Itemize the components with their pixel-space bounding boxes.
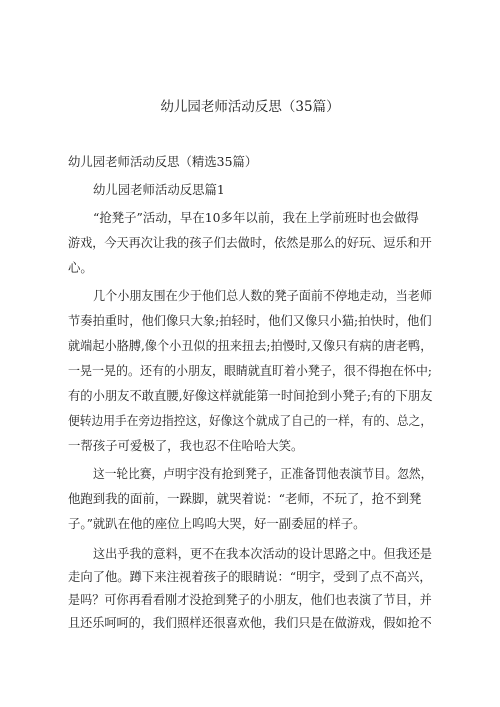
paragraph-line: 有的小朋友不敢直腰,好像这样就能第一时间抢到小凳子;有的下朋友 — [68, 388, 433, 403]
paragraph-line: 走向了他。蹲下来注视着孩子的眼睛说：“明宇，受到了点不高兴， — [68, 569, 432, 584]
paragraph-line: 他跑到我的面前，一跺脚，就哭着说：“老师，不玩了，抢不到凳 — [68, 491, 422, 506]
paragraph-line: 几个小朋友围在少于他们总人数的凳子面前不停地走动，当老师 — [93, 288, 432, 303]
paragraph-line: “抢凳子”活动，早在10多年以前，我在上学前班时也会做得 — [93, 210, 419, 225]
paragraph-line: 且还乐呵呵的，我们照样还很喜欢他，我们只是在做游戏，假如抢不 — [68, 615, 432, 630]
paragraph-line: 这一轮比赛，卢明宇没有抢到凳子，正准备罚他表演节目。忽然， — [93, 466, 433, 481]
paragraph-line: 就端起小胳膊,像个小丑似的扭来扭去;拍慢时,又像只有病的唐老鸭， — [68, 338, 433, 353]
section-heading: 幼儿园老师活动反思篇1 — [93, 182, 225, 197]
paragraph-line: 节奏拍重时，他们像只大象;拍轻时，他们又像只小猫;拍快时，他们 — [68, 313, 432, 328]
paragraph-line: 一帮孩子可爱极了，我也忍不住哈哈大笑。 — [68, 438, 304, 453]
paragraph-line: 这出乎我的意料，更不在我本次活动的设计思路之中。但我还是 — [93, 546, 432, 561]
paragraph-line: 子。”就趴在他的座位上呜呜大哭，好一副委屈的样子。 — [68, 516, 366, 531]
paragraph-line: 游戏，今天再次让我的孩子们去做时，依然是那么的好玩、逗乐和开 — [68, 235, 432, 250]
paragraph-line: 心。 — [68, 260, 93, 275]
paragraph-line: 一晃一晃的。还有的小朋友，眼睛就直盯着小凳子，很不得抱在怀中; — [68, 363, 432, 378]
paragraph-line: 便转边用手在旁边指控这，好像这个就成了自己的一样，有的、总之， — [68, 413, 433, 428]
document-subtitle: 幼儿园老师活动反思（精选35篇） — [68, 154, 258, 169]
document-title: 幼儿园老师活动反思（35篇） — [160, 99, 340, 115]
paragraph-line: 是吗？可你再看看刚才没抢到凳子的小朋友，他们也表演了节目，并 — [68, 592, 432, 607]
